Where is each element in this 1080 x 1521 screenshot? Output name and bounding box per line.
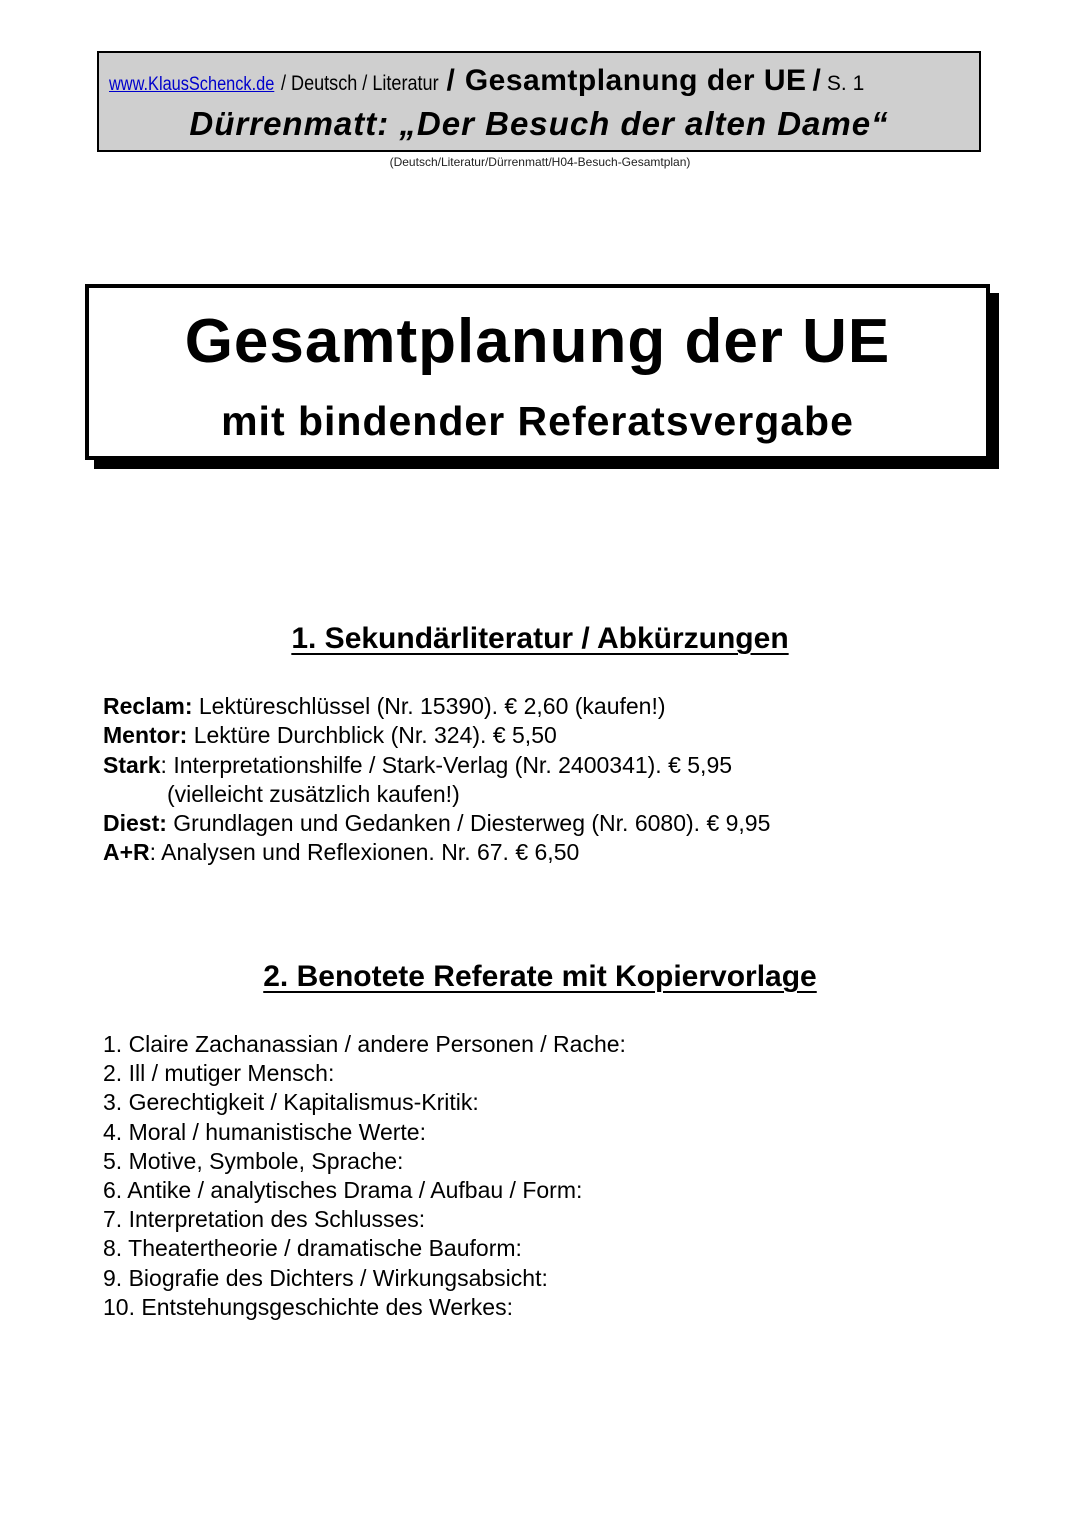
list-item — [103, 838, 1003, 867]
list-item: 7. Interpretation des Schlusses: — [103, 1206, 426, 1233]
page-number: S. 1 — [826, 72, 865, 95]
site-link[interactable]: www.KlausSchenck.de — [109, 74, 275, 95]
literature-text: Lektüre Durchblick (Nr. 324). € 5,50 — [187, 722, 557, 749]
list-item: 8. Theatertheorie / dramatische Bauform: — [103, 1235, 522, 1262]
list-item: 10. Entstehungsgeschichte des Werkes: — [103, 1293, 513, 1320]
presentation-list — [103, 1030, 1003, 1322]
list-item: 5. Motive, Symbole, Sprache: — [103, 1147, 404, 1174]
list-item: 1. Claire Zachanassian / andere Personen / Rache: — [103, 1031, 626, 1057]
page-subtitle: mit bindender Referatsvergabe — [221, 398, 854, 444]
file-path: (Deutsch/Literatur/Dürrenmatt/H04-Besuch-Gesamtplan) — [389, 155, 691, 169]
header-separator: / — [446, 64, 455, 97]
header-title: Gesamtplanung der UE — [464, 64, 807, 97]
header-top-line — [109, 61, 969, 105]
literature-text: : Interpretationshilfe / Stark-Verlag (Nr. 2400341). € 5,95 — [160, 751, 733, 778]
list-item: 2. Ill / mutiger Mensch: — [103, 1060, 335, 1087]
list-item: 9. Biografie des Dichters / Wirkungsabsicht: — [103, 1264, 548, 1291]
list-item — [103, 809, 1003, 838]
section-heading-literature: 1. Sekundärliteratur / Abkürzungen — [291, 622, 789, 655]
list-item — [103, 751, 1003, 780]
literature-abbr: Mentor: — [103, 722, 188, 749]
breadcrumb: / Deutsch / Literatur — [281, 72, 439, 95]
header-separator-2: / — [812, 64, 821, 97]
literature-abbr: Stark — [103, 751, 161, 778]
list-item — [103, 692, 1003, 721]
list-item: 3. Gerechtigkeit / Kapitalismus-Kritik: — [103, 1089, 479, 1116]
literature-text: : Analysen und Reflexionen. Nr. 67. € 6,50 — [149, 839, 580, 866]
list-item: 4. Moral / humanistische Werte: — [103, 1118, 426, 1145]
literature-list — [103, 692, 1003, 868]
literature-text: Grundlagen und Gedanken / Diesterweg (Nr. 6080). € 9,95 — [166, 810, 771, 837]
list-item — [103, 721, 1003, 750]
section-heading-presentations: 2. Benotete Referate mit Kopiervorlage — [263, 960, 817, 993]
title-box — [85, 284, 990, 460]
list-item: 6. Antike / analytisches Drama / Aufbau / Form: — [103, 1177, 583, 1204]
document-header — [97, 51, 981, 152]
literature-abbr: A+R — [103, 839, 150, 866]
literature-abbr: Diest: — [103, 810, 167, 837]
literature-abbr: Reclam: — [103, 693, 193, 719]
page-title: Gesamtplanung der UE — [184, 307, 891, 376]
literature-text: (vielleicht zusätzlich kaufen!) — [167, 780, 460, 807]
header-subtitle: Dürrenmatt: „Der Besuch der alten Dame“ — [189, 105, 889, 142]
list-item — [103, 780, 1003, 809]
literature-text: Lektüreschlüssel (Nr. 15390). € 2,60 (kaufen!) — [192, 693, 666, 719]
